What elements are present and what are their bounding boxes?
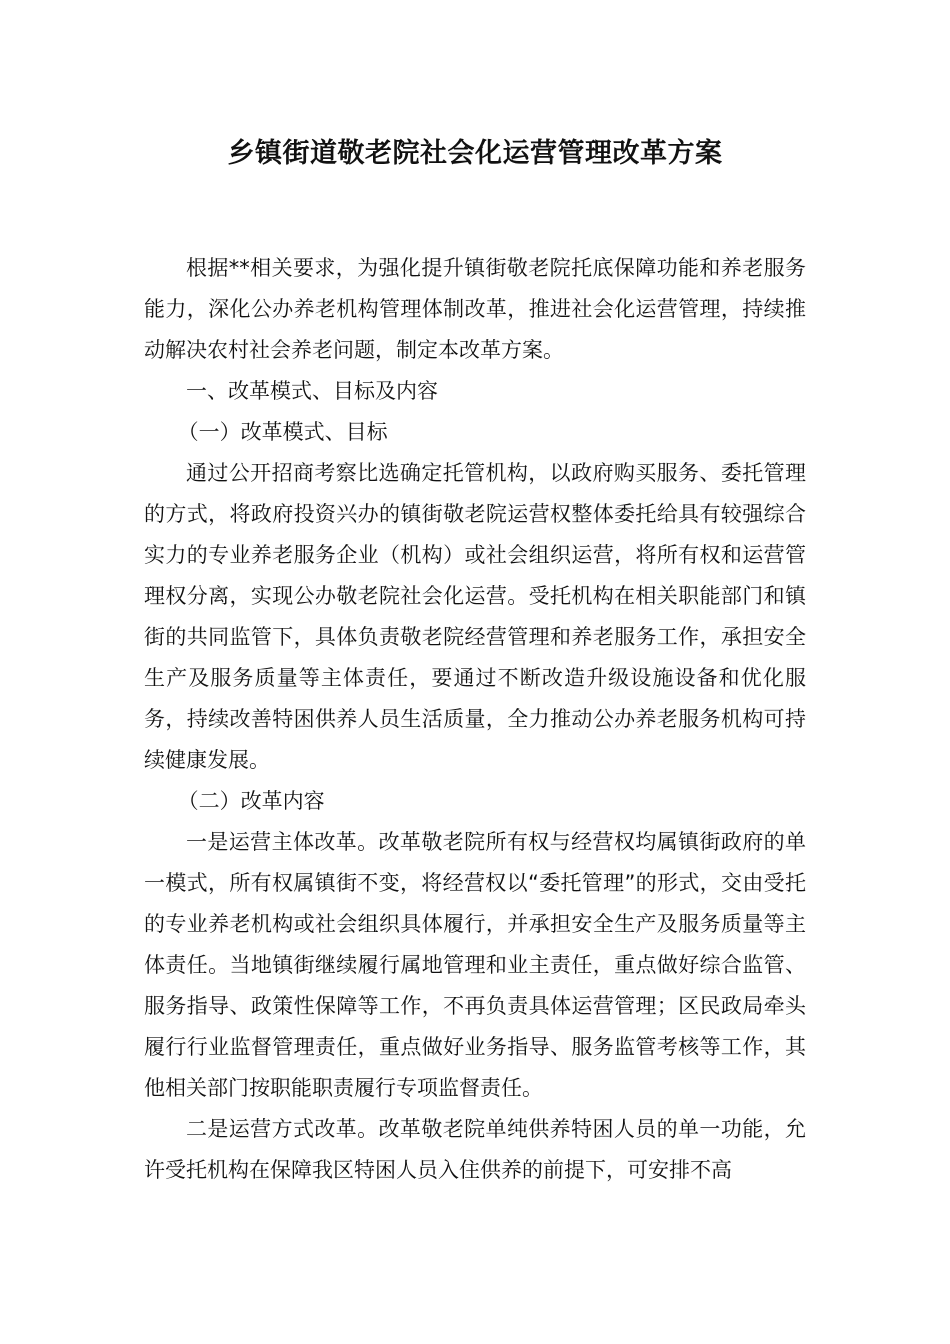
paragraph-intro: 根据**相关要求，为强化提升镇街敬老院托底保障功能和养老服务能力，深化公办养老机构管理体制改革，推进社会化运营管理，持续推动解决农村社会养老问题，制定本改革方案。 xyxy=(144,256,806,362)
subsection-heading-2: （二）改革内容 xyxy=(177,789,325,813)
paragraph-operator-reform: 一是运营主体改革。改革敬老院所有权与经营权均属镇街政府的单一模式，所有权属镇街不变，将经营权以“委托管理”的形式，交由受托的专业养老机构或社会组织具体履行，并承担安全生产及服务质量等主体责任。当地镇街继续履行属地管理和业主责任，重点做好综合监管、服务指导、政策性保障等工作，不再负责具体运营管理；区民政局牵头履行行业监督管理责任，重点做好业务指导、服务监管考核等工作，其他相关部门按职能职责履行专项监督责任。 xyxy=(144,830,806,1100)
document-title: 乡镇街道敬老院社会化运营管理改革方案 xyxy=(227,138,723,169)
paragraph-operation-mode-reform: 二是运营方式改革。改革敬老院单纯供养特困人员的单一功能，允许受托机构在保障我区特困人员入住供养的前提下，可安排不高 xyxy=(144,1117,806,1182)
document-body xyxy=(144,248,806,1191)
paragraph-reform-model: 通过公开招商考察比选确定托管机构，以政府购买服务、委托管理的方式，将政府投资兴办的镇街敬老院运营权整体委托给具有较强综合实力的专业养老服务企业（机构）或社会组织运营，将所有权和运营管理权分离，实现公办敬老院社会化运营。受托机构在相关职能部门和镇街的共同监管下，具体负责敬老院经营管理和养老服务工作，承担安全生产及服务质量等主体责任，要通过不断改造升级设施设备和优化服务，持续改善特困供养人员生活质量，全力推动公办养老服务机构可持续健康发展。 xyxy=(144,461,806,772)
section-heading-1: 一、改革模式、目标及内容 xyxy=(186,379,438,403)
subsection-heading-1: （一）改革模式、目标 xyxy=(177,420,388,444)
